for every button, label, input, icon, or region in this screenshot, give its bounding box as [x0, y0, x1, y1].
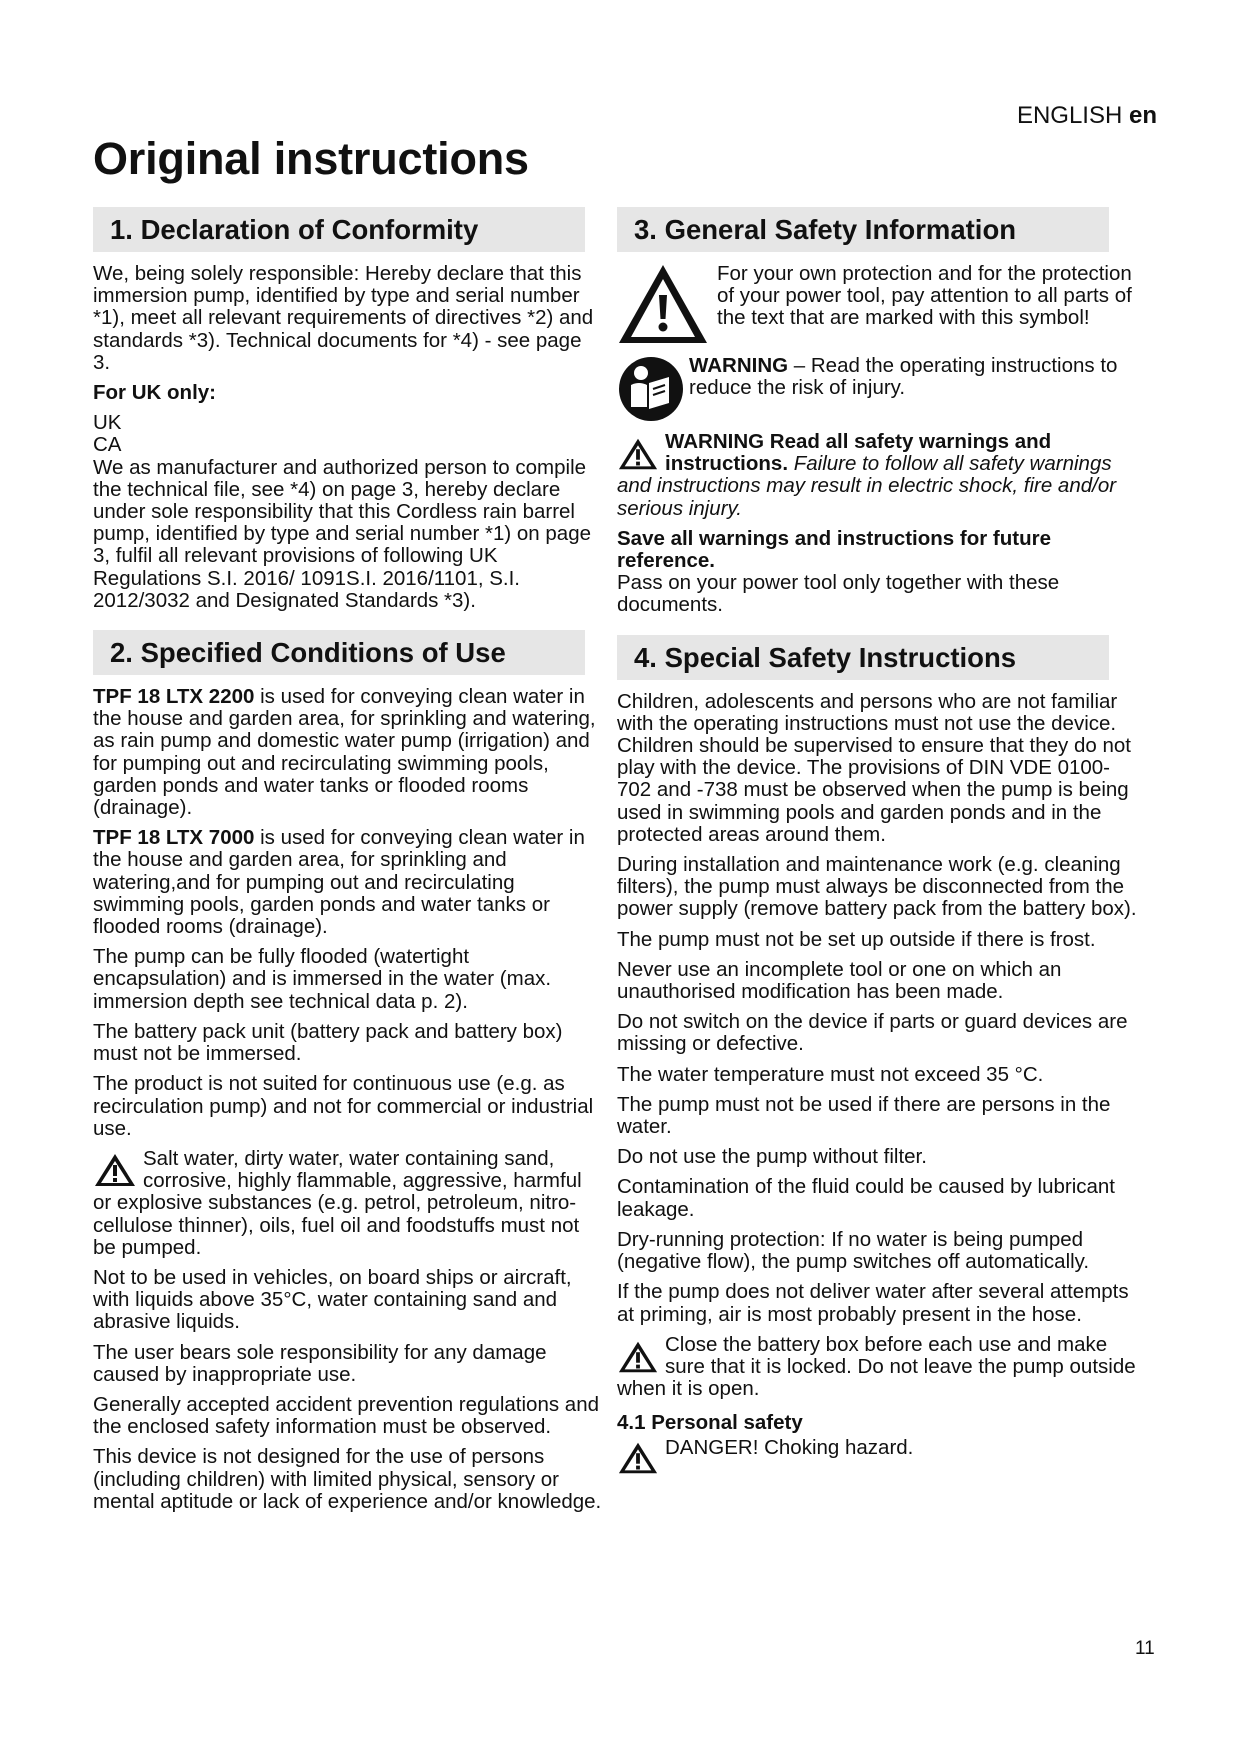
- responsibility-text: The user bears sole responsibility for any damage caused by inappropriate use.: [93, 1340, 547, 1386]
- persons-text: This device is not designed for the use of persons (including children) with limited physical, sensory or mental aptitude or lack of experience and/or knowledge.: [93, 1445, 602, 1513]
- read-manual-icon: [617, 355, 685, 423]
- substances-text: Salt water, dirty water, water containing sand, corrosive, highly flammable, aggressive, harmful or explosive substances (e.g. petrol, petroleum, nitro-cellulose thinner), oils, fuel oil and foodstuffs must not be pumped.: [93, 1146, 582, 1259]
- substances-warning: [93, 1148, 603, 1259]
- use-2200-text: is used for conveying clean water in the house and garden area, for sprinkling and watering, as rain pump and domestic water pump (irrigation) and for pumping out and recirculating swimming pools, garden ponds and water tanks or flooded rooms (drainage).: [93, 685, 596, 820]
- section-heading-general-safety: 3. General Safety Information: [617, 207, 1109, 252]
- warning-triangle-icon: [617, 1439, 659, 1477]
- incomplete-tool-text: Never use an incomplete tool or one on which an unauthorised modification has been made.: [617, 957, 1062, 1004]
- warning-all-italic: Failure to follow all safety warnings and instructions may result in electric shock, fire and/or serious injury.: [617, 452, 1117, 520]
- uk-only-heading: For UK only:: [93, 381, 216, 405]
- ukca-top: UK: [93, 411, 122, 435]
- safety-warning-paragraph: [617, 431, 1137, 520]
- warning-triangle-icon: [93, 1152, 137, 1188]
- danger-text: DANGER! Choking hazard.: [665, 1435, 914, 1459]
- frost-text: The pump must not be set up outside if there is frost.: [617, 927, 1096, 951]
- declaration-text: We, being solely responsible: Hereby declare that this immersion pump, identified by type and serial number *1), meet all relevant requirements of directives *2) and standards *3). Technical documents for *4) - see page 3.: [93, 262, 594, 374]
- maintenance-text: During installation and maintenance work (e.g. cleaning filters), the pump must always be disconnected from the power supply (remove battery pack from the battery box).: [617, 853, 1137, 921]
- warning-label: WARNING: [689, 354, 789, 377]
- symbol-notice: [617, 263, 1137, 345]
- section-heading-special-safety: 4. Special Safety Instructions: [617, 635, 1109, 680]
- warning-triangle-icon: [617, 1338, 659, 1376]
- uk-declaration-text: We as manufacturer and authorized person to compile the technical file, see *4) on page 3, hereby declare under sole responsibility that this Cordless rain barrel pump, identified by type and serial number *1) on page 3, fulfil all relevant provisions of following UK Regulations S.I. 2016/ 1091S.I. 2016/1101, S.I. 2012/3032 and Designated Standards *3).: [93, 455, 592, 612]
- model-2200: TPF 18 LTX 2200: [93, 685, 255, 709]
- contamination-text: Contamination of the fluid could be caused by lubricant leakage.: [617, 1175, 1116, 1221]
- use-tpf-2200: [93, 686, 603, 819]
- save-warnings: [617, 528, 1137, 572]
- left-column: [93, 207, 603, 1521]
- regulations-text: Generally accepted accident prevention regulations and the enclosed safety information must be observed.: [93, 1392, 599, 1439]
- dry-running-text: Dry-running protection: If no water is being pumped (negative flow), the pump switches off automatically.: [617, 1227, 1090, 1274]
- children-text: Children, adolescents and persons who are not familiar with the operating instructions must not use the device. Children should be supervised to ensure that they do not play with the device. The provisions of DIN VDE 0100-702 and -738 must be observed when the pump is being used in swimming pools and garden ponds and in the protected areas around them.: [617, 689, 1131, 846]
- guard-devices-text: Do not switch on the device if parts or guard devices are missing or defective.: [617, 1010, 1128, 1056]
- warning-triangle-icon: [617, 435, 659, 473]
- battery-box-warning: [617, 1334, 1137, 1401]
- symbol-notice-text: For your own protection and for the protection of your power tool, pay attention to all parts of the text that are marked with this symbol!: [717, 262, 1132, 330]
- vehicles-text: Not to be used in vehicles, on board ships or aircraft, with liquids above 35°C, water containing sand and abrasive liquids.: [93, 1265, 572, 1334]
- right-column: [617, 207, 1137, 1477]
- continuous-use-text: The product is not suited for continuous use (e.g. as recirculation pump) and not for commercial or industrial use.: [93, 1072, 594, 1140]
- pass-on-text: Pass on your power tool only together with these documents.: [617, 571, 1060, 617]
- ukca-bottom: CA: [93, 433, 122, 457]
- page-number: 11: [1135, 1638, 1155, 1659]
- battery-box-text: Close the battery box before each use and make sure that it is locked. Do not leave the pump outside when it is open.: [617, 1332, 1136, 1401]
- section-heading-use: 2. Specified Conditions of Use: [93, 630, 585, 675]
- filter-text: Do not use the pump without filter.: [617, 1145, 927, 1169]
- language-indicator: [1017, 102, 1157, 130]
- use-tpf-7000: [93, 827, 603, 938]
- language-code: en: [1128, 102, 1157, 129]
- persons-in-water-text: The pump must not be used if there are persons in the water.: [617, 1092, 1111, 1139]
- page-title: Original instructions: [93, 133, 529, 184]
- save-warnings-bold: Save all warnings and instructions for future reference.: [617, 526, 1051, 573]
- use-7000-text: is used for conveying clean water in the house and garden area, for sprinkling and watering,and for pumping out and recirculating swimming pools, garden ponds and water tanks or flooded rooms (drainage).: [93, 826, 585, 939]
- flooded-text: The pump can be fully flooded (watertight encapsulation) and is immersed in the water (max. immersion depth see technical data p. 2).: [93, 945, 552, 1013]
- section-heading-declaration: 1. Declaration of Conformity: [93, 207, 585, 252]
- model-7000: TPF 18 LTX 7000: [93, 826, 255, 850]
- warning-all-bold: WARNING Read all safety warnings and instructions.: [665, 430, 1052, 476]
- warning-manual-text: – Read the operating instructions to reduce the risk of injury.: [689, 354, 1118, 400]
- language-label: ENGLISH: [1016, 102, 1123, 129]
- read-manual-notice: [617, 355, 1137, 423]
- priming-text: If the pump does not deliver water after several attempts at priming, air is most probably present in the hose.: [617, 1280, 1129, 1326]
- large-warning-triangle-icon: [617, 263, 709, 345]
- read-manual-text: [689, 355, 1137, 423]
- danger-notice: [617, 1437, 1137, 1459]
- personal-safety-heading: 4.1 Personal safety: [617, 1411, 803, 1435]
- battery-unit-text: The battery pack unit (battery pack and battery box) must not be immersed.: [93, 1019, 563, 1066]
- water-temperature-text: The water temperature must not exceed 35 °C.: [617, 1062, 1044, 1086]
